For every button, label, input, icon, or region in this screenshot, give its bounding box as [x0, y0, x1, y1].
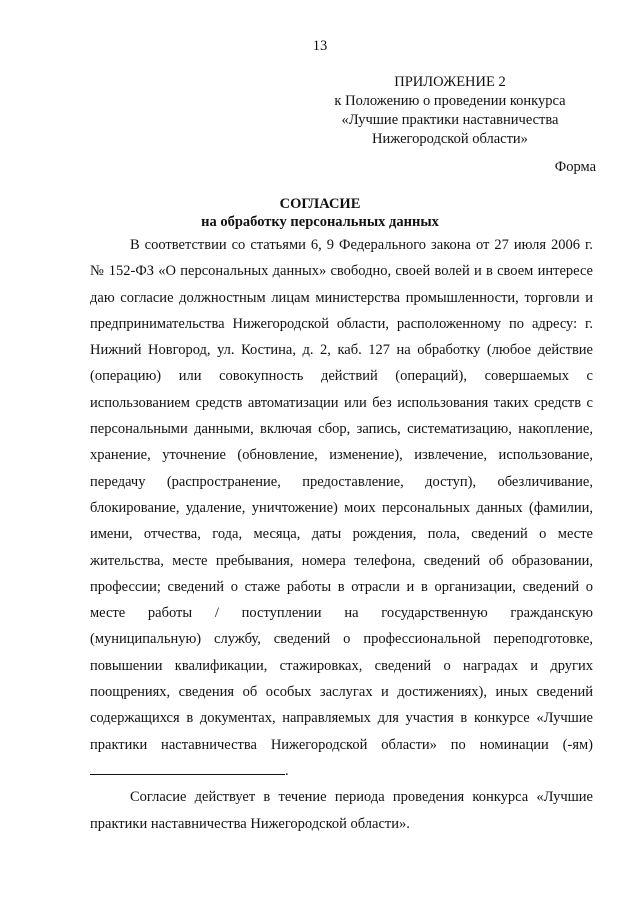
consent-paragraph-end: . — [285, 762, 289, 779]
document-title — [0, 195, 640, 231]
appendix-reference-line: к Положению о проведении конкурса — [334, 93, 566, 109]
appendix-reference-line: «Лучшие практики наставничества — [341, 112, 559, 128]
consent-paragraph — [90, 232, 593, 784]
appendix-reference-line: Нижегородской области» — [372, 131, 528, 147]
consent-paragraph-text: В соответствии со статьями 6, 9 Федерального закона от 27 июля 2006 г. № 152-ФЗ «О персональных данных» свободно, своей волей и в своем интересе даю согласие должностным лицам министерства промышленности, торговли и предпринимательства Нижегородской области, расположенному по адресу: г. Нижний Новгород, ул. Костина, д. 2, каб. 127 на обработку (любое действие (операцию) или совокупность действий (операций), совершаемых с использованием средств автоматизации или без использования таких средств с персональными данными, включая сбор, запись, систематизацию, накопление, хранение, уточнение (обновление, изменение), извлечение, использование, передачу (распространение, предоставление, доступ), обезличивание, блокирование, удаление, уничтожение) моих персональных данных (фамилии, имени, отчества, года, месяца, даты рождения, пола, сведений о месте жительства, месте пребывания, номера телефона, сведений об образовании, профессии; сведений о стаже работы в отрасли и в организации, сведений о месте работы / поступлении на государственную гражданскую (муниципальную) службу, сведений о профессиональной переподготовке, повышении квалификации, стажировках, сведений о наградах и других поощрениях, сведения об особых заслугах и достижениях), иных сведений содержащихся в документах, направляемых для участия в конкурсе «Лучшие практики наставничества Нижегородской области» по номинации (-ям) — [90, 237, 593, 753]
document-title-main: СОГЛАСИЕ — [279, 196, 361, 212]
appendix-header — [300, 73, 600, 149]
appendix-title: ПРИЛОЖЕНИЕ 2 — [394, 74, 506, 90]
validity-paragraph: Согласие действует в течение периода проведения конкурса «Лучшие практики наставничества Нижегородской области». — [90, 789, 593, 832]
page-number: 13 — [312, 38, 328, 54]
consent-body — [90, 232, 593, 837]
nomination-blank-field — [90, 759, 285, 775]
form-label: Форма — [554, 159, 596, 175]
document-title-subtitle: на обработку персональных данных — [201, 214, 439, 230]
